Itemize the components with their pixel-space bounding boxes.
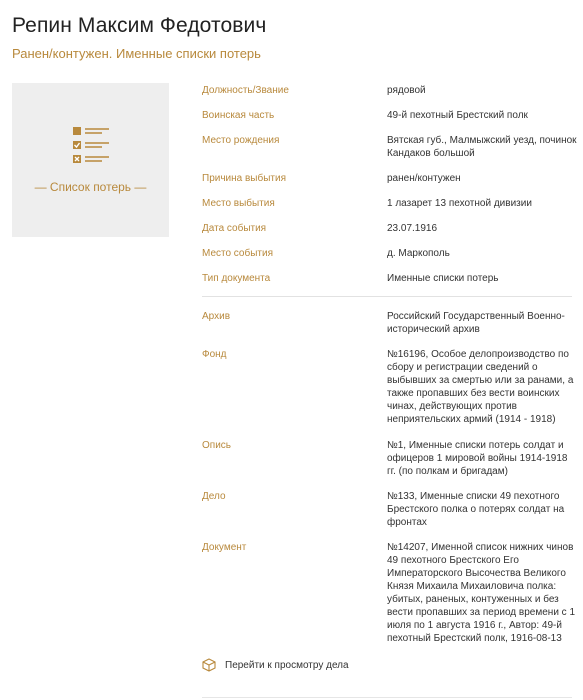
detail-value: Именные списки потерь xyxy=(387,273,499,284)
detail-label: Причина выбытия xyxy=(202,173,286,184)
archive-value: №14207, Именной список нижних чинов 49 пехотного Брестского Его Императорского Высочества Великого Князя Михаила Михаиловича полка: убитых, раненых, контуженных и без вести пропавших за период времени с 1 июля по 1 августа 1916 г., Автор: 49-й пехотный Брестский полк, 1916-08-13 xyxy=(387,542,576,644)
card-label: — Список потерь — xyxy=(34,180,147,194)
page-title: Репин Максим Федотович xyxy=(12,14,267,37)
detail-label: Воинская часть xyxy=(202,110,275,121)
archive-label: Фонд xyxy=(202,349,227,360)
archive-label: Документ xyxy=(202,542,247,553)
detail-value: 49-й пехотный Брестский полк xyxy=(387,110,528,121)
detail-label: Место рождения xyxy=(202,135,280,146)
document-card[interactable] xyxy=(12,83,169,237)
detail-value: д. Маркополь xyxy=(387,248,450,259)
detail-label: Место события xyxy=(202,248,273,259)
archive-value: №16196, Особое делопроизводство по сбору и регистрации сведений о выбывших за смертью или за ранами, а также пропавших без вести воинских чинах, действующих против неприятельских армий (1914 - 1918) xyxy=(387,349,574,425)
page-header xyxy=(12,12,572,62)
view-case-label: Перейти к просмотру дела xyxy=(225,659,349,671)
bottom-divider xyxy=(202,697,572,698)
page-subtitle: Ранен/контужен. Именные списки потерь xyxy=(12,46,261,61)
view-case-link[interactable] xyxy=(202,656,349,674)
detail-value: ранен/контужен xyxy=(387,173,461,184)
box-icon xyxy=(202,658,216,672)
detail-value: 23.07.1916 xyxy=(387,223,438,234)
checklist-icon xyxy=(72,126,110,164)
archive-label: Дело xyxy=(202,491,226,502)
detail-label: Дата события xyxy=(202,223,267,234)
detail-label: Должность/Звание xyxy=(202,85,289,96)
archive-label: Опись xyxy=(202,440,231,451)
archive-value: Российский Государственный Военно-исторический архив xyxy=(387,311,565,335)
detail-value: рядовой xyxy=(387,85,426,96)
detail-label: Тип документа xyxy=(202,273,271,284)
archive-label: Архив xyxy=(202,311,231,322)
archive-value: №133, Именные списки 49 пехотного Брестского полка о потерях солдат на фронтах xyxy=(387,491,565,528)
detail-value: 1 лазарет 13 пехотной дивизии xyxy=(387,198,532,209)
detail-value: Вятская губ., Малмыжский уезд, починок Кандаков большой xyxy=(387,135,577,159)
section-divider xyxy=(202,296,572,297)
detail-label: Место выбытия xyxy=(202,198,275,209)
archive-value: №1, Именные списки потерь солдат и офицеров 1 мировой войны 1914-1918 гг. (по полкам и бригадам) xyxy=(387,440,568,477)
